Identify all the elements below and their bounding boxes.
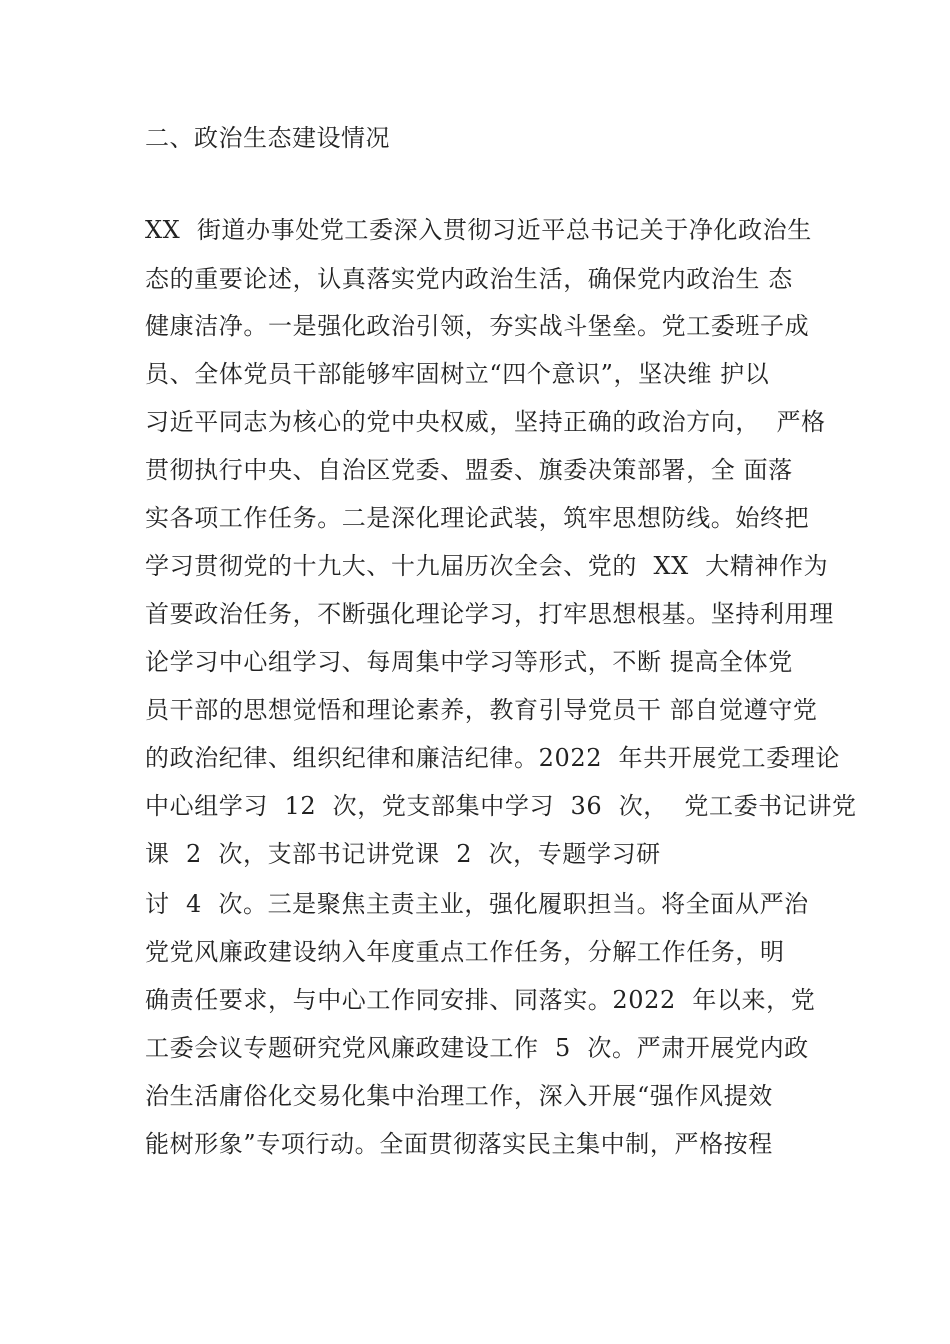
body-line: 能树形象”专项行动。全面贯彻落实民主集中制，严格按程 (145, 1130, 773, 1158)
body-line: 态的重要论述，认真落实党内政治生活，确保党内政治生 态 (145, 265, 793, 293)
body-line: 中心组学习 12 次，党支部集中学习 36 次， 党工委书记讲党 (145, 792, 857, 820)
body-line: 确责任要求，与中心工作同安排、同落实。2022 年以来，党 (145, 986, 816, 1014)
body-line: 课 2 次，支部书记讲党课 2 次，专题学习研 (145, 840, 661, 868)
body-line: 治生活庸俗化交易化集中治理工作，深入开展“强作风提效 (145, 1082, 773, 1110)
body-line: XX 街道办事处党工委深入贯彻习近平总书记关于净化政治生 (145, 216, 812, 244)
body-line: 员、全体党员干部能够牢固树立“四个意识”，坚决维 护以 (145, 360, 770, 388)
body-line: 学习贯彻党的十九大、十九届历次全会、党的 XX 大精神作为 (145, 552, 829, 580)
body-line: 健康洁净。一是强化政治引领，夯实战斗堡垒。党工委班子成 (145, 312, 810, 340)
body-line: 实各项工作任务。二是深化理论武装，筑牢思想防线。始终把 (145, 504, 810, 532)
body-line: 工委会议专题研究党风廉政建设工作 5 次。严肃开展党内政 (145, 1034, 809, 1062)
body-line: 首要政治任务，不断强化理论学习，打牢思想根基。坚持利用理 (145, 600, 834, 628)
body-line: 论学习中心组学习、每周集中学习等形式，不断 提高全体党 (145, 648, 793, 676)
body-line: 党党风廉政建设纳入年度重点工作任务，分解工作任务，明 (145, 938, 785, 966)
section-heading: 二、政治生态建设情况 (145, 124, 390, 152)
body-line: 员干部的思想觉悟和理论素养，教育引导党员干 部自觉遵守党 (145, 696, 818, 724)
body-line: 讨 4 次。三是聚焦主责主业，强化履职担当。将全面从严治 (145, 890, 809, 918)
body-line: 贯彻执行中央、自治区党委、盟委、旗委决策部署，全 面落 (145, 456, 793, 484)
body-line: 的政治纪律、组织纪律和廉洁纪律。2022 年共开展党工委理论 (145, 744, 840, 772)
body-line: 习近平同志为核心的党中央权威，坚持正确的政治方向， 严格 (145, 408, 826, 436)
